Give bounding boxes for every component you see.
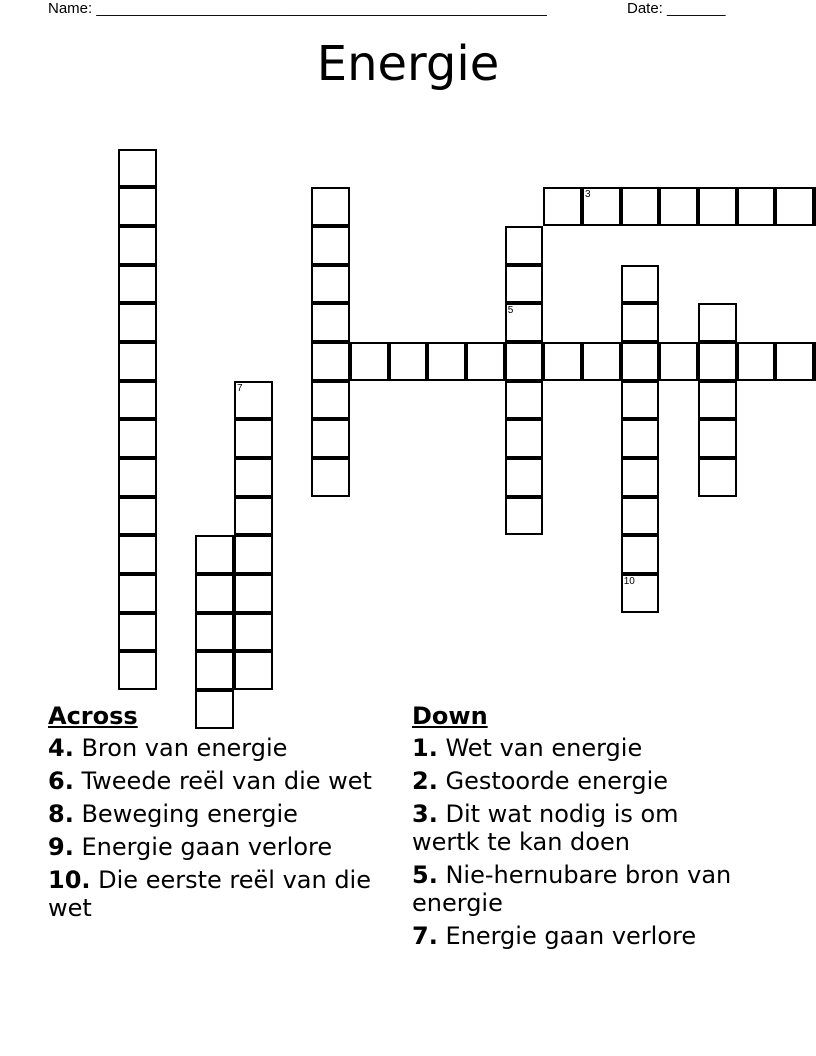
across-clues <box>48 702 398 927</box>
crossword-cell[interactable] <box>621 303 660 342</box>
crossword-cell[interactable] <box>621 187 660 226</box>
crossword-cell[interactable] <box>737 342 776 381</box>
down-heading: Down <box>412 702 488 730</box>
clue-text: Bron van energie <box>81 734 288 762</box>
clue-down <box>412 861 742 917</box>
clue-number: 2. <box>412 767 438 795</box>
crossword-cell[interactable] <box>505 419 544 458</box>
crossword-cell[interactable] <box>621 535 660 574</box>
crossword-cell[interactable] <box>621 574 660 613</box>
crossword-cell[interactable] <box>118 187 157 226</box>
clue-number: 7. <box>412 922 438 950</box>
crossword-cell[interactable] <box>118 226 157 265</box>
crossword-cell[interactable] <box>698 381 737 420</box>
crossword-cell[interactable] <box>234 651 273 690</box>
page-title: Energie <box>316 36 500 92</box>
crossword-cell[interactable] <box>775 187 814 226</box>
crossword-cell[interactable] <box>505 458 544 497</box>
crossword-cell[interactable] <box>311 342 350 381</box>
crossword-cell[interactable] <box>659 187 698 226</box>
crossword-cell[interactable] <box>582 187 621 226</box>
clue-across <box>48 866 398 922</box>
crossword-cell[interactable] <box>234 574 273 613</box>
crossword-cell[interactable] <box>621 497 660 536</box>
clue-text: Energie gaan verlore <box>445 922 697 950</box>
clue-across <box>48 767 398 795</box>
crossword-cell[interactable] <box>621 381 660 420</box>
crossword-cell[interactable] <box>195 535 234 574</box>
crossword-cell[interactable] <box>118 613 157 652</box>
clue-number: 5. <box>412 861 438 889</box>
crossword-cell[interactable] <box>234 419 273 458</box>
crossword-cell[interactable] <box>543 342 582 381</box>
crossword-cell[interactable] <box>118 574 157 613</box>
crossword-cell[interactable] <box>505 497 544 536</box>
crossword-cell[interactable] <box>311 226 350 265</box>
crossword-cell[interactable] <box>234 613 273 652</box>
crossword-cell[interactable] <box>621 458 660 497</box>
crossword-cell[interactable] <box>505 265 544 304</box>
crossword-cell[interactable] <box>118 381 157 420</box>
down-clues <box>412 702 742 955</box>
name-field-label: Name: ______________________________________________________ <box>48 0 547 17</box>
crossword-cell[interactable] <box>311 381 350 420</box>
clue-text: Beweging energie <box>81 800 298 828</box>
clue-text: Nie-hernubare bron van energie <box>412 861 732 917</box>
clue-down <box>412 767 742 795</box>
crossword-cell[interactable] <box>505 303 544 342</box>
clue-number: 1. <box>412 734 438 762</box>
crossword-cell[interactable] <box>775 342 814 381</box>
crossword-cell[interactable] <box>118 265 157 304</box>
clue-number: 4. <box>48 734 74 762</box>
crossword-cell[interactable] <box>118 342 157 381</box>
crossword-cell[interactable] <box>698 419 737 458</box>
clue-number-label: 3 <box>585 189 591 201</box>
clue-number-label: 10 <box>623 576 635 588</box>
crossword-cell[interactable] <box>350 342 389 381</box>
clue-across <box>48 833 398 861</box>
crossword-cell[interactable] <box>427 342 466 381</box>
crossword-cell[interactable] <box>621 265 660 304</box>
clue-number: 8. <box>48 800 74 828</box>
crossword-cell[interactable] <box>311 419 350 458</box>
clue-number: 3. <box>412 800 438 828</box>
clue-text: Energie gaan verlore <box>81 833 333 861</box>
crossword-cell[interactable] <box>118 497 157 536</box>
crossword-cell[interactable] <box>195 574 234 613</box>
crossword-cell[interactable] <box>118 149 157 188</box>
crossword-cell[interactable] <box>505 381 544 420</box>
crossword-cell[interactable] <box>118 458 157 497</box>
clue-number-label: 5 <box>507 305 514 317</box>
crossword-cell[interactable] <box>659 342 698 381</box>
crossword-cell[interactable] <box>234 381 273 420</box>
crossword-cell[interactable] <box>505 342 544 381</box>
crossword-cell[interactable] <box>698 342 737 381</box>
clue-across <box>48 734 398 762</box>
crossword-cell[interactable] <box>505 226 544 265</box>
crossword-cell[interactable] <box>234 535 273 574</box>
crossword-cell[interactable] <box>195 651 234 690</box>
crossword-cell[interactable] <box>389 342 428 381</box>
clue-down <box>412 800 742 856</box>
clue-number: 6. <box>48 767 74 795</box>
clue-text: Wet van energie <box>445 734 643 762</box>
crossword-cell[interactable] <box>311 265 350 304</box>
crossword-cell[interactable] <box>195 613 234 652</box>
date-field-label: Date: _______ <box>627 0 726 17</box>
crossword-cell[interactable] <box>311 458 350 497</box>
clue-number: 10. <box>48 866 91 894</box>
clue-text: Gestoorde energie <box>445 767 669 795</box>
crossword-cell[interactable] <box>698 303 737 342</box>
crossword-cell[interactable] <box>582 342 621 381</box>
clue-text: Dit wat nodig is om wertk te kan doen <box>412 800 679 856</box>
clue-across <box>48 800 398 828</box>
crossword-cell[interactable] <box>311 303 350 342</box>
crossword-cell[interactable] <box>698 458 737 497</box>
clue-number-label: 7 <box>237 382 243 394</box>
crossword-cell[interactable] <box>118 651 157 690</box>
crossword-cell[interactable] <box>621 419 660 458</box>
crossword-cell[interactable] <box>234 458 273 497</box>
clue-text: Die eerste reël van die wet <box>48 866 371 922</box>
crossword-cell[interactable] <box>118 303 157 342</box>
crossword-cell[interactable] <box>118 419 157 458</box>
crossword-cell[interactable] <box>311 187 350 226</box>
crossword-cell[interactable] <box>621 342 660 381</box>
across-heading: Across <box>48 702 138 730</box>
crossword-cell[interactable] <box>698 187 737 226</box>
clue-text: Tweede reël van die wet <box>81 767 372 795</box>
crossword-cell[interactable] <box>234 497 273 536</box>
clue-number: 9. <box>48 833 74 861</box>
clue-down <box>412 734 742 762</box>
crossword-cell[interactable] <box>543 187 582 226</box>
crossword-cell[interactable] <box>466 342 505 381</box>
clue-down <box>412 922 742 950</box>
crossword-cell[interactable] <box>118 535 157 574</box>
crossword-cell[interactable] <box>737 187 776 226</box>
